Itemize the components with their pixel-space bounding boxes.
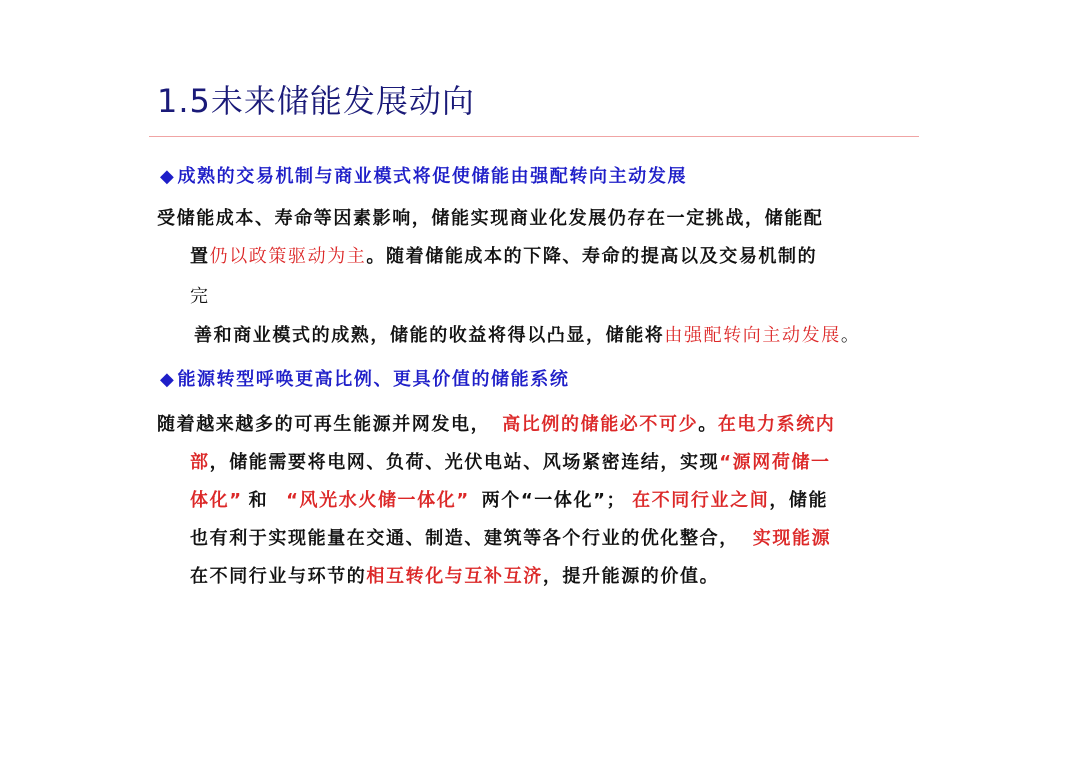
para2-line3-text-a: 和 [248, 490, 277, 511]
para1-line2-text-a: 置 [190, 246, 210, 267]
para2-line1-highlight-2: 在电力系统内 [717, 414, 836, 435]
para2-line4-highlight: 实现能源 [752, 528, 832, 549]
para2-line1 [157, 410, 835, 436]
diamond-bullet-icon: ◆ [160, 166, 176, 187]
bullet-heading-2 [160, 365, 569, 391]
para1-line4 [194, 321, 860, 347]
para2-line3-highlight-3: 在不同行业之间 [632, 490, 770, 511]
para1-line3-text: 完 [190, 286, 210, 307]
para2-line3-highlight: 体化” [190, 490, 243, 511]
para2-line3-text-c: ，储能 [769, 490, 829, 511]
para1-line1 [157, 204, 823, 230]
para2-line1-highlight: 高比例的储能必不可少 [502, 414, 699, 435]
para1-line4-text-a: 善和商业模式的成熟，储能的收益将得以凸显，储能将 [194, 325, 665, 346]
para1-line4-highlight: 由强配转向主动发展 [664, 325, 841, 346]
para2-line2-text: ，储能需要将电网、负荷、光伏电站、风场紧密连结，实现 [209, 452, 720, 473]
para2-line5-text-b: ，提升能源的价值。 [542, 566, 720, 587]
para2-line5-highlight: 相互转化与互补互济 [366, 566, 543, 587]
bullet-heading-2-text: 能源转型呼唤更高比例、更具价值的储能系统 [177, 369, 570, 390]
para2-line3-highlight-2: “风光水火储一体化” [286, 490, 470, 511]
bullet-heading-1-text: 成熟的交易机制与商业模式将促使储能由强配转向主动发展 [177, 166, 688, 187]
para2-line2 [190, 448, 831, 474]
para2-line3-text-b: 两个“一体化”； [473, 490, 627, 511]
para2-line2-highlight: 部 [190, 452, 210, 473]
para2-line2-highlight-2: “源网荷储一 [719, 452, 831, 473]
para2-line3 [190, 486, 828, 512]
para2-line5-text-a: 在不同行业与环节的 [190, 566, 367, 587]
para1-line4-text-b: 。 [840, 325, 861, 346]
para2-line4-text: 也有利于实现能量在交通、制造、建筑等各个行业的优化整合， [190, 528, 739, 549]
bullet-heading-1 [160, 162, 687, 188]
page-title: 1.5未来储能发展动向 [157, 82, 475, 120]
para1-line2-text-b: 。随着储能成本的下降、寿命的提高以及交易机制的 [366, 246, 818, 267]
diamond-bullet-icon: ◆ [160, 369, 176, 390]
title-divider [149, 136, 919, 137]
para1-line1-text: 受储能成本、寿命等因素影响，储能实现商业化发展仍存在一定挑战，储能配 [157, 208, 824, 229]
para2-line4 [190, 524, 831, 550]
para2-line1-text-a: 随着越来越多的可再生能源并网发电， [157, 414, 491, 435]
para1-line2 [190, 242, 817, 268]
para1-line2-highlight: 仍以政策驱动为主 [209, 246, 367, 267]
para2-line5 [190, 562, 719, 588]
para1-line3 [190, 282, 210, 308]
para2-line1-text-b: 。 [698, 414, 718, 435]
